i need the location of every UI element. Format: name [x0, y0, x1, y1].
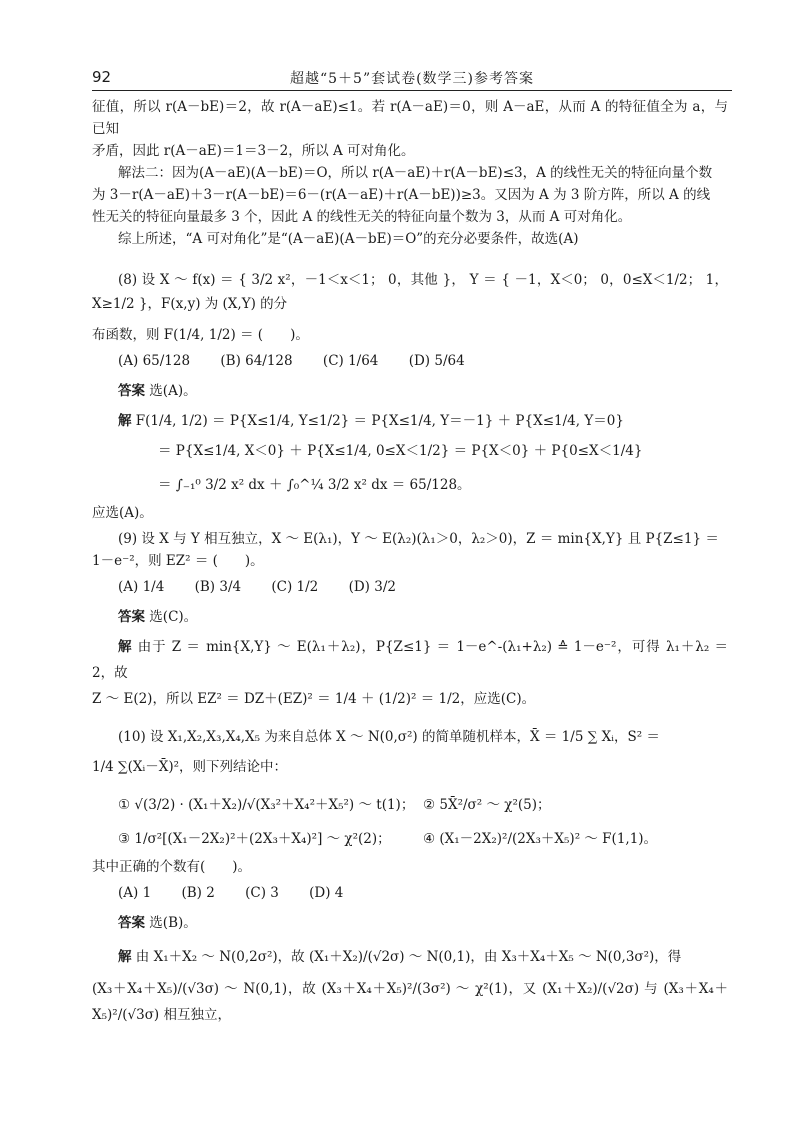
q10-choice-c: (C) 3: [245, 885, 279, 901]
answer-text: 选(B)。: [149, 915, 197, 931]
q8-choice-c: (C) 1/64: [322, 353, 379, 369]
text-line: 性无关的特征向量最多 3 个，因此 A 的线性无关的特征向量个数为 3，从而 A 可对角化。: [92, 209, 632, 225]
q9-choice-d: (D) 3/2: [348, 579, 396, 595]
q8-stem: (8) 设 X ～ f(x) ＝ { 3/2 x²，－1＜x＜1； 0，其他 }， Y ＝ { －1，X＜0； 0，0≤X＜1/2； 1，X≥1/2 }，F(x,y) 为 (X,Y) 的分: [92, 272, 728, 312]
q10-answer: [92, 912, 728, 934]
q10-claim-1: ① √(3/2) · (X₁＋X₂)/√(X₃²＋X₄²＋X₅²) ～ t(1)；: [118, 797, 415, 813]
q9-stem-2: 1－e⁻²，则 EZ² ＝ ( )。: [92, 553, 264, 569]
text-line: 征值，所以 r(A－bE)＝2，故 r(A－aE)≤1。若 r(A－aE)＝0，则 A－aE，从而 A 的特征值全为 a，与已知: [92, 99, 728, 137]
text-line: 综上所述，“A 可对角化”是“(A－aE)(A－bE)＝O”的充分必要条件，故选(A): [118, 231, 579, 247]
header-title: 超越“5＋5”套试卷(数学三)参考答案: [289, 71, 535, 87]
q8-choice-a: (A) 65/128: [118, 353, 191, 369]
q9-solution-1: [92, 634, 728, 686]
q10-stem-2: 1/4 ∑(Xᵢ－X̄)²，则下列结论中：: [92, 759, 288, 775]
q10-choice-a: (A) 1: [118, 885, 152, 901]
answer-text: 选(A)。: [149, 383, 197, 399]
page-content: [92, 96, 728, 1028]
answer-label: 答案: [118, 609, 145, 625]
solution-label: 解: [118, 949, 132, 965]
q9-choice-c: (C) 1/2: [271, 579, 319, 595]
answer-label: 答案: [118, 915, 145, 931]
q9-answer: [92, 606, 728, 628]
q10-solution-2: (X₃＋X₄＋X₅)/(√3σ) ～ N(0,1)，故 (X₃＋X₄＋X₅)²/(3σ²) ～ χ²(1)，又 (X₁＋X₂)/(√2σ) 与 (X₃＋X₄＋X₅)²/(√3σ) 相互独立，: [92, 981, 728, 1023]
q10-solution-1: [92, 944, 728, 970]
q8-stem-2: 布函数，则 F(1/4, 1/2) ＝ ( )。: [92, 327, 309, 343]
solution-text: 由 X₁＋X₂ ～ N(0,2σ²)，故 (X₁＋X₂)/(√2σ) ～ N(0,1)，由 X₃＋X₄＋X₅ ～ N(0,3σ²)，得: [135, 949, 682, 965]
q10-claim-4: ④ (X₁－2X₂)²/(2X₃＋X₅)² ～ F(1,1)。: [423, 831, 658, 847]
page-header: [92, 68, 732, 91]
q8-choice-b: (B) 64/128: [220, 353, 293, 369]
q8-end: 应选(A)。: [92, 505, 153, 521]
q8-solution-1: [92, 408, 728, 434]
q9-stem: (9) 设 X 与 Y 相互独立，X ～ E(λ₁)，Y ～ E(λ₂)(λ₁＞0，λ₂＞0)，Z ＝ min{X,Y} 且 P{Z≤1} ＝: [118, 531, 719, 547]
solution-text: F(1/4, 1/2) ＝ P{X≤1/4, Y≤1/2} ＝ P{X≤1/4, Y＝－1} ＋ P{X≤1/4, Y＝0}: [135, 413, 624, 429]
q10-claim-2: ② 5X̄²/σ² ～ χ²(5)；: [423, 797, 551, 813]
text-line: 解法二：因为(A－aE)(A－bE)＝O，所以 r(A－aE)＋r(A－bE)≤3，A 的线性无关的特征向量个数: [118, 165, 713, 181]
text-line: 矛盾，因此 r(A－aE)＝1＝3－2，所以 A 可对角化。: [92, 143, 415, 159]
solution-label: 解: [118, 413, 132, 429]
q10-ask: 其中正确的个数有( )。: [92, 859, 252, 875]
text-line: 为 3－r(A－aE)＋3－r(A－bE)＝6－(r(A－aE)＋r(A－bE))≥3。又因为 A 为 3 阶方阵，所以 A 的线: [92, 187, 711, 203]
answer-label: 答案: [118, 383, 145, 399]
q8-choices: [92, 346, 728, 376]
q10-claim-3: ③ 1/σ²[(X₁－2X₂)²＋(2X₃＋X₄)²] ～ χ²(2)；: [118, 831, 391, 847]
q9-choice-a: (A) 1/4: [118, 579, 165, 595]
q10-choice-b: (B) 2: [181, 885, 215, 901]
solution-text: 由于 Z ＝ min{X,Y} ～ E(λ₁＋λ₂)，P{Z≤1} ＝ 1－e^-(λ₁+λ₂) ≙ 1－e⁻²，可得 λ₁＋λ₂ ＝ 2，故: [92, 639, 729, 681]
q8-answer: [92, 380, 728, 402]
q10-claims-row-1: [92, 788, 728, 822]
q8-solution-3: ＝ ∫₋₁⁰ 3/2 x² dx ＋ ∫₀^¼ 3/2 x² dx ＝ 65/128。: [158, 477, 471, 493]
answer-text: 选(C)。: [149, 609, 198, 625]
solution-label: 解: [118, 639, 133, 655]
page-number: 92: [92, 68, 112, 86]
q10-stem: (10) 设 X₁,X₂,X₃,X₄,X₅ 为来自总体 X ～ N(0,σ²) 的简单随机样本，X̄ ＝ 1/5 ∑ Xᵢ，S² ＝: [118, 729, 660, 745]
q8-choice-d: (D) 5/64: [408, 353, 465, 369]
q8-solution-2: ＝ P{X≤1/4, X＜0} ＋ P{X≤1/4, 0≤X＜1/2} ＝ P{X＜0} ＋ P{0≤X＜1/4}: [158, 443, 643, 459]
q10-choices: [92, 878, 728, 908]
q10-claims-row-2: [92, 822, 728, 856]
q9-solution-2: Z ～ E(2)，所以 EZ² ＝ DZ＋(EZ)² ＝ 1/4 ＋ (1/2)² ＝ 1/2，应选(C)。: [92, 691, 536, 707]
q9-choice-b: (B) 3/4: [194, 579, 242, 595]
q9-choices: [92, 572, 728, 602]
q10-choice-d: (D) 4: [309, 885, 344, 901]
